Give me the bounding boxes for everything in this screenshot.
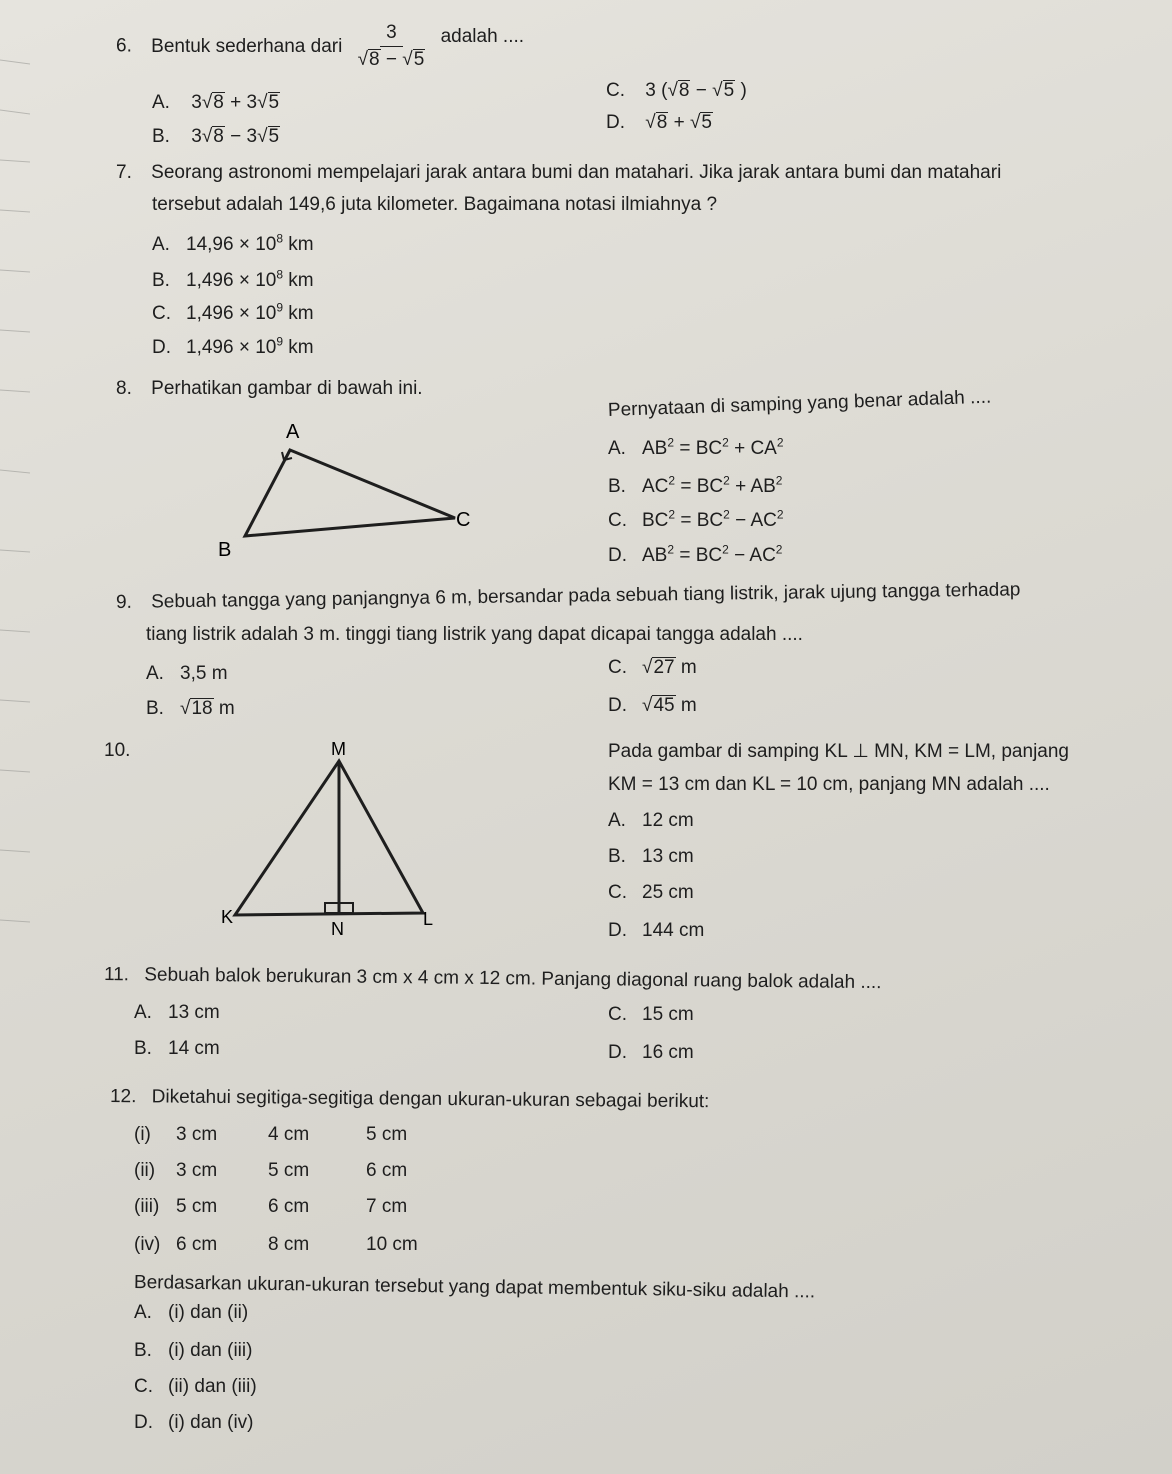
q11-option-c[interactable]: C. 15 cm xyxy=(608,1004,694,1025)
q10-option-c[interactable]: C. 25 cm xyxy=(608,882,694,903)
q10-option-d[interactable]: D. 144 cm xyxy=(608,920,705,941)
page-margin-lines xyxy=(0,0,40,1474)
q7-option-d[interactable]: D. $1,496 \times 10^9$ km xyxy=(152,334,314,358)
q11-option-a[interactable]: A. 13 cm xyxy=(134,1002,220,1023)
q11-option-b[interactable]: B. 14 cm xyxy=(134,1038,220,1059)
question-text: Perhatikan gambar di bawah ini. xyxy=(151,378,423,399)
question-9 xyxy=(116,579,1021,614)
q9-option-b[interactable]: B.√ 18 m xyxy=(146,698,235,720)
q10-option-a[interactable]: A. 12 cm xyxy=(608,810,694,831)
fraction-denominator: √ 8 − √ 5 xyxy=(358,47,426,71)
fraction xyxy=(358,22,426,71)
q12-option-c[interactable]: C. (ii) dan (iii) xyxy=(134,1376,257,1397)
question-9-line2: tiang listrik adalah 3 m. tinggi tiang listrik yang dapat dicapai tangga adalah .... xyxy=(146,624,803,645)
triangle-size-row: (i) xyxy=(134,1124,151,1145)
triangle-size-row: (iii) xyxy=(134,1196,160,1217)
question-11 xyxy=(104,964,882,994)
question-number: 8. xyxy=(116,378,132,399)
vertex-a-label: A xyxy=(286,421,300,443)
q8-option-d[interactable]: D. $AB^2 = BC^2 - AC^2$ xyxy=(608,542,783,566)
vertex-l-label: L xyxy=(423,909,434,929)
question-text-line1: Sebuah tangga yang panjangnya 6 m, bersandar pada sebuah tiang listrik, jarak ujung tangga terhadap xyxy=(150,579,1021,613)
question-8 xyxy=(116,378,423,400)
q7-option-b[interactable]: B. $1,496 \times 10^8$ km xyxy=(152,267,314,291)
q9-option-a[interactable]: A. 3,5 m xyxy=(146,663,228,684)
question-text: Diketahui segitiga-segitiga dengan ukuran-ukuran sebagai berikut: xyxy=(151,1086,710,1113)
question-10-line2: KM = 13 cm dan KL = 10 cm, panjang MN adalah .... xyxy=(608,774,1050,795)
q6-option-b[interactable]: B. 3√ 8 − 3√ 5 xyxy=(152,126,280,148)
q6-option-a[interactable]: A. 3√ 8 + 3√ 5 xyxy=(152,92,280,114)
isosceles-triangle-kml-figure xyxy=(215,735,455,945)
q8-option-b[interactable]: B. $AC^2 = BC^2 + AB^2$ xyxy=(608,473,783,497)
question-text-end: adalah .... xyxy=(440,25,525,47)
triangle-size-row-values: 5 cm 6 cm 7 cm xyxy=(176,1196,408,1217)
question-number: 7. xyxy=(116,162,132,183)
question-number: 11. xyxy=(103,964,130,986)
q12-prompt: Berdasarkan ukuran-ukuran tersebut yang dapat membentuk siku-siku adalah .... xyxy=(133,1272,816,1303)
question-7-line2: tersebut adalah 149,6 juta kilometer. Bagaimana notasi ilmiahnya ? xyxy=(152,194,718,215)
question-text-line1: Seorang astronomi mempelajari jarak antara bumi dan matahari. Jika jarak antara bumi dan matahari xyxy=(151,162,1002,183)
question-text: Sebuah balok berukuran 3 cm x 4 cm x 12 cm. Panjang diagonal ruang balok adalah .... xyxy=(144,964,882,994)
triangle-size-row-values: 3 cm 4 cm 5 cm xyxy=(176,1124,408,1145)
question-7 xyxy=(116,162,1001,184)
q8-option-c[interactable]: C. $BC^2 = BC^2 - AC^2$ xyxy=(608,507,784,531)
q6-option-c[interactable]: C. 3 (√ 8 − √ 5 ) xyxy=(606,80,747,102)
question-number: 6. xyxy=(116,35,132,57)
vertex-m-label: M xyxy=(331,739,346,759)
vertex-k-label: K xyxy=(221,907,234,927)
q8-statement: Pernyataan di samping yang benar adalah .... xyxy=(607,386,992,421)
fraction-numerator: 3 xyxy=(380,22,403,47)
triangle-size-row: (iv) xyxy=(134,1234,161,1255)
question-12 xyxy=(110,1086,710,1113)
q12-option-a[interactable]: A. (i) dan (ii) xyxy=(134,1302,249,1323)
q12-option-d[interactable]: D. (i) dan (iv) xyxy=(134,1412,254,1433)
triangle-size-row-values: 3 cm 5 cm 6 cm xyxy=(176,1160,408,1181)
question-number: 12. xyxy=(109,1086,137,1108)
q8-option-a[interactable]: A. $AB^2 = BC^2 + CA^2$ xyxy=(608,435,784,459)
q9-option-c[interactable]: C.√ 27 m xyxy=(608,657,697,679)
triangle-abc-figure xyxy=(200,410,510,570)
question-10-number: 10. xyxy=(104,740,131,761)
q12-option-b[interactable]: B. (i) dan (iii) xyxy=(134,1340,253,1361)
triangle-size-row: (ii) xyxy=(134,1160,156,1181)
q9-option-d[interactable]: D.√ 45 m xyxy=(608,695,697,717)
question-text: Bentuk sederhana dari xyxy=(151,35,343,57)
question-10-line1: Pada gambar di samping KL ⊥ MN, KM = LM, panjang xyxy=(608,741,1069,762)
triangle-size-row-values: 6 cm 8 cm 10 cm xyxy=(176,1234,418,1255)
q7-option-a[interactable]: A. $14,96 \times 10^8$ km xyxy=(152,231,314,255)
vertex-n-label: N xyxy=(331,919,344,939)
question-number: 9. xyxy=(115,591,132,613)
q11-option-d[interactable]: D. 16 cm xyxy=(608,1042,694,1063)
q6-option-d[interactable]: D. √ 8 + √ 5 xyxy=(606,112,713,134)
q7-option-c[interactable]: C. $1,496 \times 10^9$ km xyxy=(152,300,314,324)
question-6 xyxy=(116,22,524,71)
vertex-c-label: C xyxy=(456,509,471,531)
vertex-b-label: B xyxy=(218,539,232,561)
q10-option-b[interactable]: B. 13 cm xyxy=(608,846,694,867)
